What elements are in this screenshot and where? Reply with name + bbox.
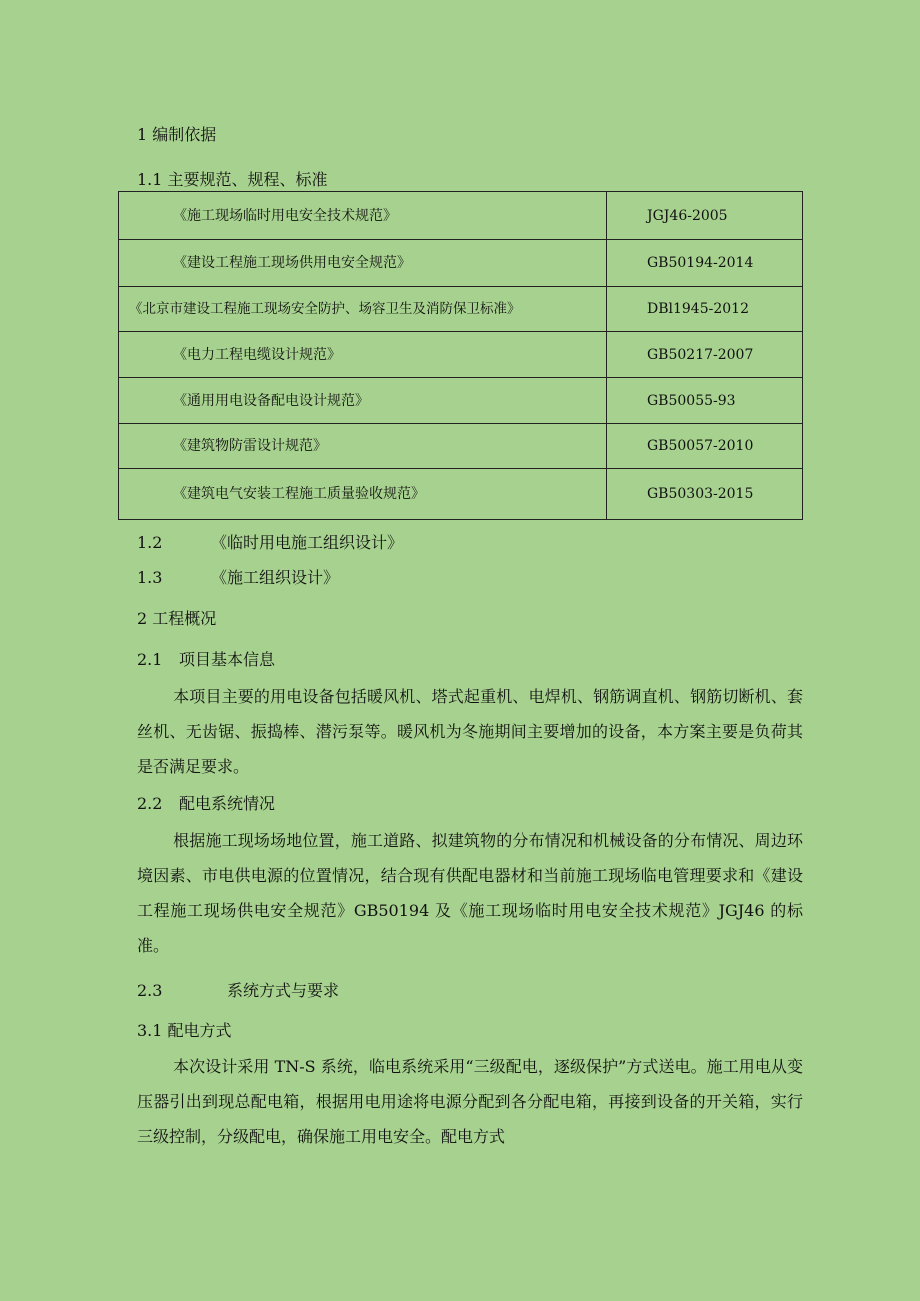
- section-3-1-paragraph: [137, 1049, 803, 1154]
- section-1-3-heading: [137, 568, 339, 588]
- standard-name: 《施工现场临时用电安全技术规范》: [119, 192, 607, 240]
- section-2-2-heading: [137, 794, 275, 814]
- section-number: 2.3: [137, 981, 163, 1000]
- section-2-2-paragraph: [137, 823, 803, 963]
- section-3-1-heading: 3.1 配电方式: [137, 1021, 232, 1040]
- standard-code: GB50303-2015: [607, 469, 803, 520]
- table-row: [119, 378, 803, 424]
- standard-code: GB50057-2010: [607, 424, 803, 469]
- section-number: 1.3: [137, 568, 163, 587]
- section-number: 2.2: [137, 794, 163, 813]
- standard-name: 《北京市建设工程施工现场安全防护、场容卫生及消防保卫标准》: [119, 287, 607, 332]
- standard-name: 《建筑电气安装工程施工质量验收规范》: [119, 469, 607, 520]
- section-number: 1.2: [137, 533, 163, 552]
- standard-name: 《通用用电设备配电设计规范》: [119, 378, 607, 424]
- standard-name: 《建设工程施工现场供用电安全规范》: [119, 240, 607, 287]
- paragraph-text: 根据施工现场场地位置，施工道路、拟建筑物的分布情况和机械设备的分布情况、周边环境因素、市电供电源的位置情况，结合现有供配电器材和当前施工现场临电管理要求和《建设工程施工现场供电安全规范》GB50194 及《施工现场临时用电安全技术规范》JGJ46 的标准。: [137, 831, 803, 955]
- section-title: 《临时用电施工组织设计》: [211, 533, 404, 552]
- section-1-heading: 1 编制依据: [137, 125, 217, 144]
- section-number: 2.1: [137, 650, 163, 669]
- table-row: [119, 192, 803, 240]
- table-row: [119, 287, 803, 332]
- section-2-3-heading: [137, 981, 339, 1001]
- table-row: [119, 332, 803, 378]
- section-1-1-heading: 1.1 主要规范、规程、标准: [137, 170, 328, 189]
- paragraph-text: 本项目主要的用电设备包括暖风机、塔式起重机、电焊机、钢筋调直机、钢筋切断机、套丝机、无齿锯、振捣棒、潜污泵等。暖风机为冬施期间主要增加的设备，本方案主要是负荷其是否满足要求。: [137, 687, 803, 776]
- standard-code: JGJ46-2005: [607, 192, 803, 240]
- section-title: 《施工组织设计》: [211, 568, 340, 587]
- section-title: 项目基本信息: [179, 650, 276, 669]
- table-row: [119, 424, 803, 469]
- standard-name: 《电力工程电缆设计规范》: [119, 332, 607, 378]
- standard-code: GB50217-2007: [607, 332, 803, 378]
- table-row: [119, 240, 803, 287]
- paragraph-text: 本次设计采用 TN-S 系统，临电系统采用“三级配电，逐级保护”方式送电。施工用电从变压器引出到现总配电箱，根据用电用途将电源分配到各分配电箱，再接到设备的开关箱，实行三级控制，分级配电，确保施工用电安全。配电方式: [137, 1057, 803, 1146]
- section-2-1-paragraph: [137, 679, 803, 784]
- standard-code: GB50194-2014: [607, 240, 803, 287]
- section-title: 配电系统情况: [179, 794, 276, 813]
- standards-table: [118, 191, 803, 520]
- standard-code: GB50055-93: [607, 378, 803, 424]
- standard-name: 《建筑物防雷设计规范》: [119, 424, 607, 469]
- standard-code: DBl1945-2012: [607, 287, 803, 332]
- table-row: [119, 469, 803, 520]
- section-2-heading: 2 工程概况: [137, 609, 217, 628]
- section-2-1-heading: [137, 650, 275, 670]
- section-1-2-heading: [137, 533, 403, 553]
- section-title: 系统方式与要求: [227, 981, 340, 1000]
